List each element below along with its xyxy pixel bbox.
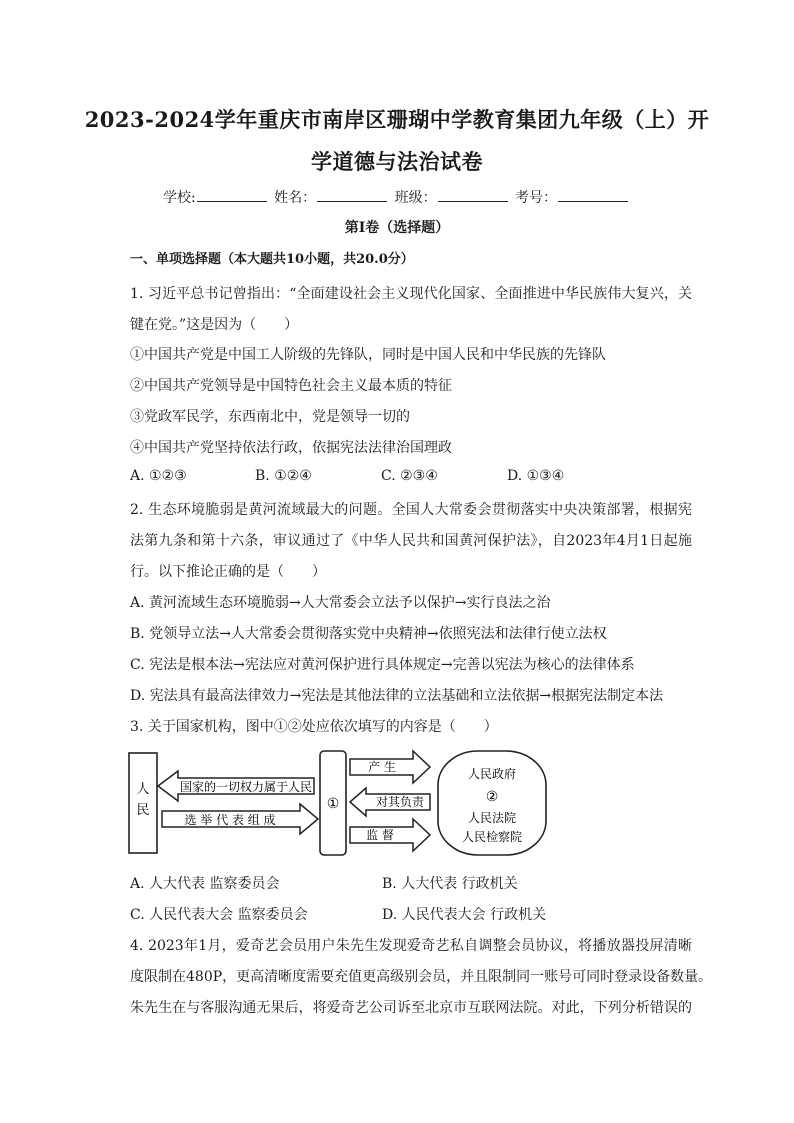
q3-option-c[interactable]: C. 人民代表大会 监察委员会 — [130, 907, 308, 923]
q4-stem-line3: 朱先生在与客服沟通无果后，将爱奇艺公司诉至北京市互联网法院。对此，下列分析错误的 — [130, 1000, 692, 1016]
exam-no-label: 考号： — [515, 190, 558, 206]
class-blank[interactable] — [438, 187, 508, 202]
q2-option-c[interactable]: C. 宪法是根本法→宪法应对黄河保护进行具体规定→完善以宪法为核心的法律体系 — [130, 657, 635, 673]
power-arrow-label: 国家的一切权力属于人民 — [179, 780, 313, 794]
exam-title-line1: 2023-2024学年重庆市南岸区珊瑚中学教育集团九年级（上）开 — [84, 107, 710, 132]
q1-item-1: ①中国共产党是中国工人阶级的先锋队，同时是中国人民和中华民族的先锋队 — [130, 347, 606, 363]
q3-option-a[interactable]: A. 人大代表 监察委员会 — [130, 876, 280, 892]
q1-option-a[interactable]: A. ①②③ — [130, 468, 187, 484]
q2-option-d[interactable]: D. 宪法具有最高法律效力→宪法是其他法律的立法基础和立法依据→根据宪法制定本法 — [130, 688, 664, 704]
elect-arrow-label: 选 举 代 表 组 成 — [184, 813, 276, 827]
q1-stem-line1: 1. 习近平总书记曾指出：“全面建设社会主义现代化国家、全面推进中华民族伟大复兴，关 — [130, 286, 692, 302]
center-box-label: ① — [326, 796, 340, 812]
q4-stem-line1: 4. 2023年1月，爱奇艺会员用户朱先生发现爱奇艺私自调整会员协议，将播放器投屏清晰 — [130, 938, 692, 954]
procuratorate-label: 人民检察院 — [461, 830, 523, 844]
people-char-2: 民 — [136, 803, 150, 818]
q1-item-4: ④中国共产党坚持依法行政，依据宪法法律治国理政 — [130, 440, 452, 456]
q1-item-3: ③党政军民学，东西南北中，党是领导一切的 — [130, 409, 410, 425]
q2-stem-line2: 法第九条和第十六条，审议通过了《中华人民共和国黄河保护法》，自2023年4月1日起施 — [130, 533, 692, 549]
q1-item-2: ②中国共产党领导是中国特色社会主义最本质的特征 — [130, 378, 452, 394]
responsible-label: 对其负责 — [375, 795, 425, 809]
exam-title-line2: 学道德与法治试卷 — [311, 149, 483, 174]
people-char-1: 人 — [136, 782, 150, 797]
student-info-row — [0, 187, 794, 207]
class-label: 班级： — [394, 190, 437, 206]
q1-stem-line2: 键在党。”这是因为（ ） — [130, 317, 299, 333]
blank-2-label: ② — [485, 789, 499, 805]
volume-heading: 第I卷（选择题） — [344, 220, 450, 236]
gov-label: 人民政府 — [467, 767, 517, 781]
state-organs-diagram — [128, 748, 568, 860]
name-label: 姓名： — [274, 190, 317, 206]
q4-stem-line2: 度限制在480P，更高清晰度需要充值更高级别会员，并且限制同一账号可同时登录设备数量。 — [130, 969, 713, 985]
q1-option-c[interactable]: C. ②③④ — [381, 468, 438, 484]
q2-stem-line1: 2. 生态环境脆弱是黄河流域最大的问题。全国人大常委会贯彻落实中央决策部署，根据宪 — [130, 502, 692, 518]
name-blank[interactable] — [317, 187, 387, 202]
q3-option-d[interactable]: D. 人民代表大会 行政机关 — [382, 907, 547, 923]
q1-option-d[interactable]: D. ①③④ — [507, 468, 565, 484]
q2-stem-line3: 行。以下推论正确的是（ ） — [130, 564, 326, 580]
school-blank[interactable] — [197, 187, 267, 202]
section-heading: 一、单项选择题（本大题共10小题，共20.0分） — [130, 252, 414, 267]
q3-stem: 3. 关于国家机构，图中①②处应依次填写的内容是（ ） — [130, 719, 498, 735]
court-label: 人民法院 — [467, 811, 517, 825]
exam-no-blank[interactable] — [558, 187, 628, 202]
q1-option-b[interactable]: B. ①②④ — [255, 468, 312, 484]
school-label: 学校: — [162, 190, 196, 206]
produce-label: 产 生 — [368, 760, 396, 774]
supervise-label: 监 督 — [366, 828, 394, 842]
q2-option-b[interactable]: B. 党领导立法→人大常委会贯彻落实党中央精神→依照宪法和法律行使立法权 — [130, 626, 607, 642]
q3-option-b[interactable]: B. 人大代表 行政机关 — [382, 876, 518, 892]
q2-option-a[interactable]: A. 黄河流域生态环境脆弱→人大常委会立法予以保护→实行良法之治 — [130, 595, 551, 611]
